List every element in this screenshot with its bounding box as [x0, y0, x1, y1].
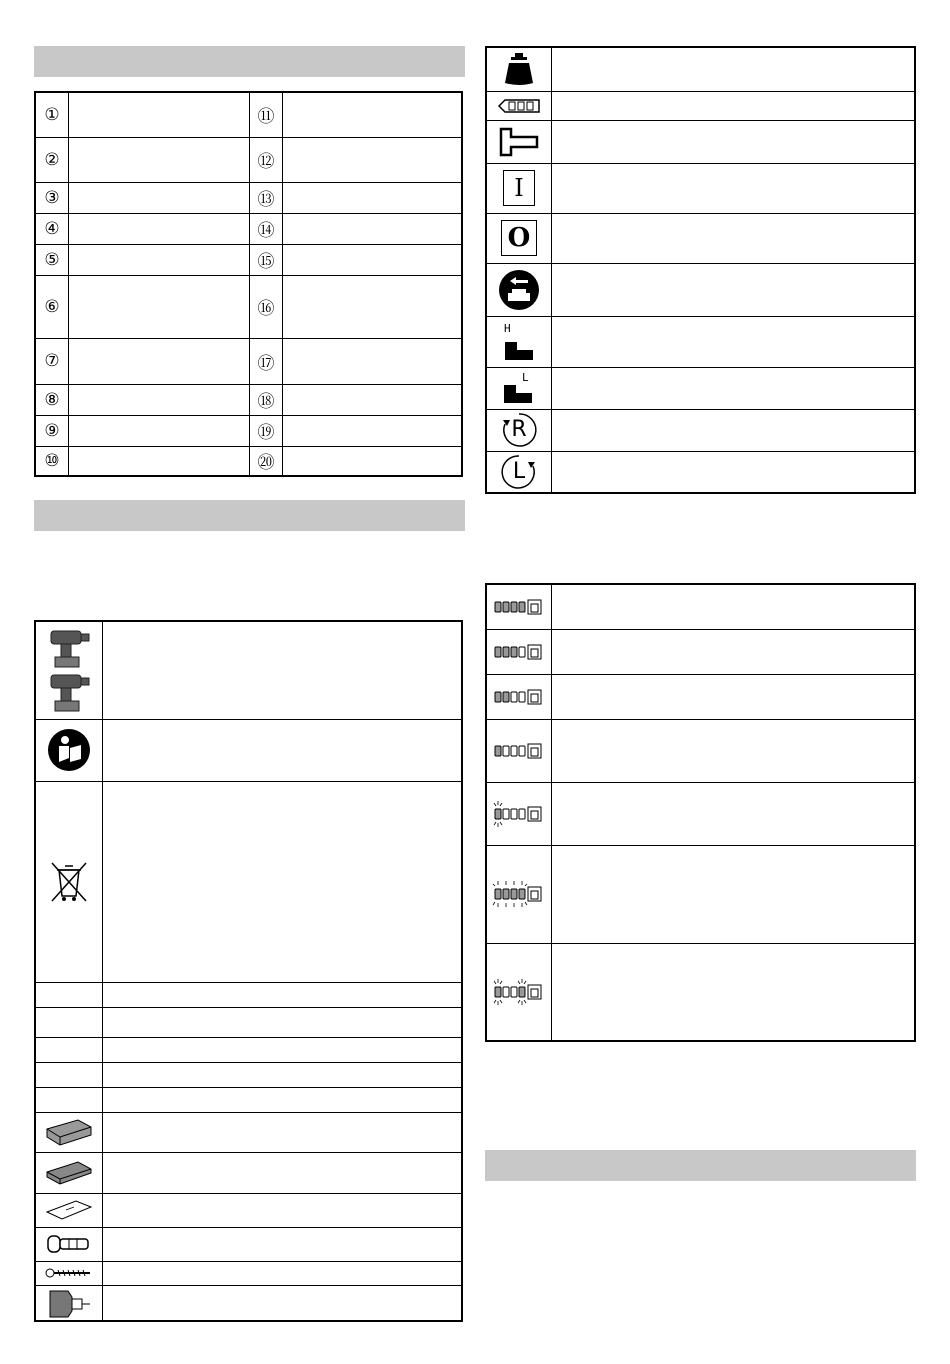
part-number: ⑯: [250, 275, 283, 338]
switch-on-label: I: [503, 170, 535, 206]
high-gear-icon: [486, 316, 552, 367]
battery-4-bars-icon: [486, 584, 552, 629]
symbol-description: [552, 263, 916, 316]
switch-on-icon: [486, 163, 552, 213]
part-number: ⑩: [35, 446, 69, 476]
symbol-description: [552, 629, 916, 674]
part-description: [69, 244, 250, 275]
drill-pair-icon: [35, 621, 103, 719]
symbol-description: [103, 1152, 463, 1193]
sandpaper-sheet-icon: [35, 1152, 103, 1193]
symbol-description: [103, 1285, 463, 1321]
symbol-description: [103, 781, 463, 982]
symbol-description: [552, 674, 916, 719]
sandpaper-block-icon: [35, 1112, 103, 1152]
battery-indicator-table: [485, 583, 916, 1042]
rotation-right-icon: [486, 409, 552, 451]
battery-1-bar-blinking-icon: [486, 782, 552, 845]
part-number: ⑫: [250, 137, 283, 182]
chuck-icon: [35, 1285, 103, 1321]
part-description: [69, 182, 250, 213]
battery-1-bar-icon: [486, 719, 552, 782]
symbol-description: [103, 1037, 463, 1062]
read-manual-icon: [35, 719, 103, 781]
part-description: [283, 213, 463, 244]
part-number: ⑪: [250, 92, 283, 137]
part-number: ⑧: [35, 384, 69, 415]
tool-symbols-table: [485, 46, 916, 494]
part-number: ①: [35, 92, 69, 137]
symbol-description: [552, 409, 916, 451]
part-number: ④: [35, 213, 69, 244]
low-gear-label: L: [522, 371, 529, 384]
section-header-bar: [34, 46, 465, 77]
part-description: [69, 415, 250, 446]
symbol-description: [103, 719, 463, 781]
symbol-description: [552, 584, 916, 629]
part-number: ⑬: [250, 182, 283, 213]
part-description: [283, 415, 463, 446]
crossed-bin-icon: [35, 781, 103, 982]
part-number: ②: [35, 137, 69, 182]
part-description: [283, 137, 463, 182]
battery-cells-icon: [486, 91, 552, 120]
symbol-cell: [35, 1062, 103, 1087]
symbol-description: [552, 719, 916, 782]
part-number: ⑮: [250, 244, 283, 275]
battery-all-blinking-icon: [486, 845, 552, 943]
switch-off-icon: [486, 213, 552, 263]
symbol-description: [552, 163, 916, 213]
part-number: ⑭: [250, 213, 283, 244]
symbol-description: [103, 621, 463, 719]
part-number: ⑳: [250, 446, 283, 476]
symbol-description: [103, 1062, 463, 1087]
section-header-bar: [34, 500, 465, 531]
symbol-cell: [35, 1007, 103, 1037]
symbol-description: [103, 1087, 463, 1112]
symbol-description: [552, 120, 916, 163]
part-description: [283, 338, 463, 384]
high-gear-label: H: [504, 321, 511, 335]
symbol-description: [103, 982, 463, 1007]
low-gear-icon: [486, 367, 552, 409]
symbol-description: [103, 1261, 463, 1285]
part-description: [283, 92, 463, 137]
part-description: [283, 384, 463, 415]
part-number: ⑨: [35, 415, 69, 446]
part-description: [69, 384, 250, 415]
symbol-description: [103, 1007, 463, 1037]
section-header-bar: [485, 1150, 916, 1181]
symbol-description: [552, 213, 916, 263]
part-number: ⑤: [35, 244, 69, 275]
part-number: ⑲: [250, 415, 283, 446]
symbol-cell: [35, 1087, 103, 1112]
weight-icon: [486, 47, 552, 91]
symbol-description: [552, 943, 916, 1041]
part-description: [69, 446, 250, 476]
part-number: ⑱: [250, 384, 283, 415]
symbol-cell: [35, 982, 103, 1007]
symbol-description: [552, 367, 916, 409]
symbol-description: [103, 1193, 463, 1227]
rotation-right-label: R: [511, 417, 527, 442]
rotation-left-label: L: [512, 458, 526, 484]
symbol-description: [103, 1227, 463, 1261]
part-description: [283, 244, 463, 275]
part-description: [283, 182, 463, 213]
battery-2-bars-icon: [486, 674, 552, 719]
part-description: [69, 213, 250, 244]
part-description: [283, 275, 463, 338]
remove-battery-icon: [486, 263, 552, 316]
part-description: [69, 92, 250, 137]
symbol-description: [552, 47, 916, 91]
battery-3-bars-icon: [486, 629, 552, 674]
part-description: [283, 446, 463, 476]
parts-list-table: [34, 91, 463, 477]
part-number: ③: [35, 182, 69, 213]
switch-off-label: O: [501, 220, 537, 256]
package-contents-table: [34, 620, 463, 1322]
part-description: [69, 338, 250, 384]
paper-sheet-icon: [35, 1193, 103, 1227]
symbol-description: [103, 1112, 463, 1152]
battery-1-and-4-blinking-icon: [486, 943, 552, 1041]
symbol-description: [552, 91, 916, 120]
rotation-left-icon: [486, 451, 552, 493]
part-number: ⑰: [250, 338, 283, 384]
symbol-cell: [35, 1037, 103, 1062]
arrow-hammer-icon: [486, 120, 552, 163]
symbol-description: [552, 845, 916, 943]
part-number: ⑥: [35, 275, 69, 338]
bolt-icon: [35, 1227, 103, 1261]
part-description: [69, 137, 250, 182]
symbol-description: [552, 316, 916, 367]
part-description: [69, 275, 250, 338]
screw-icon: [35, 1261, 103, 1285]
symbol-description: [552, 782, 916, 845]
part-number: ⑦: [35, 338, 69, 384]
symbol-description: [552, 451, 916, 493]
